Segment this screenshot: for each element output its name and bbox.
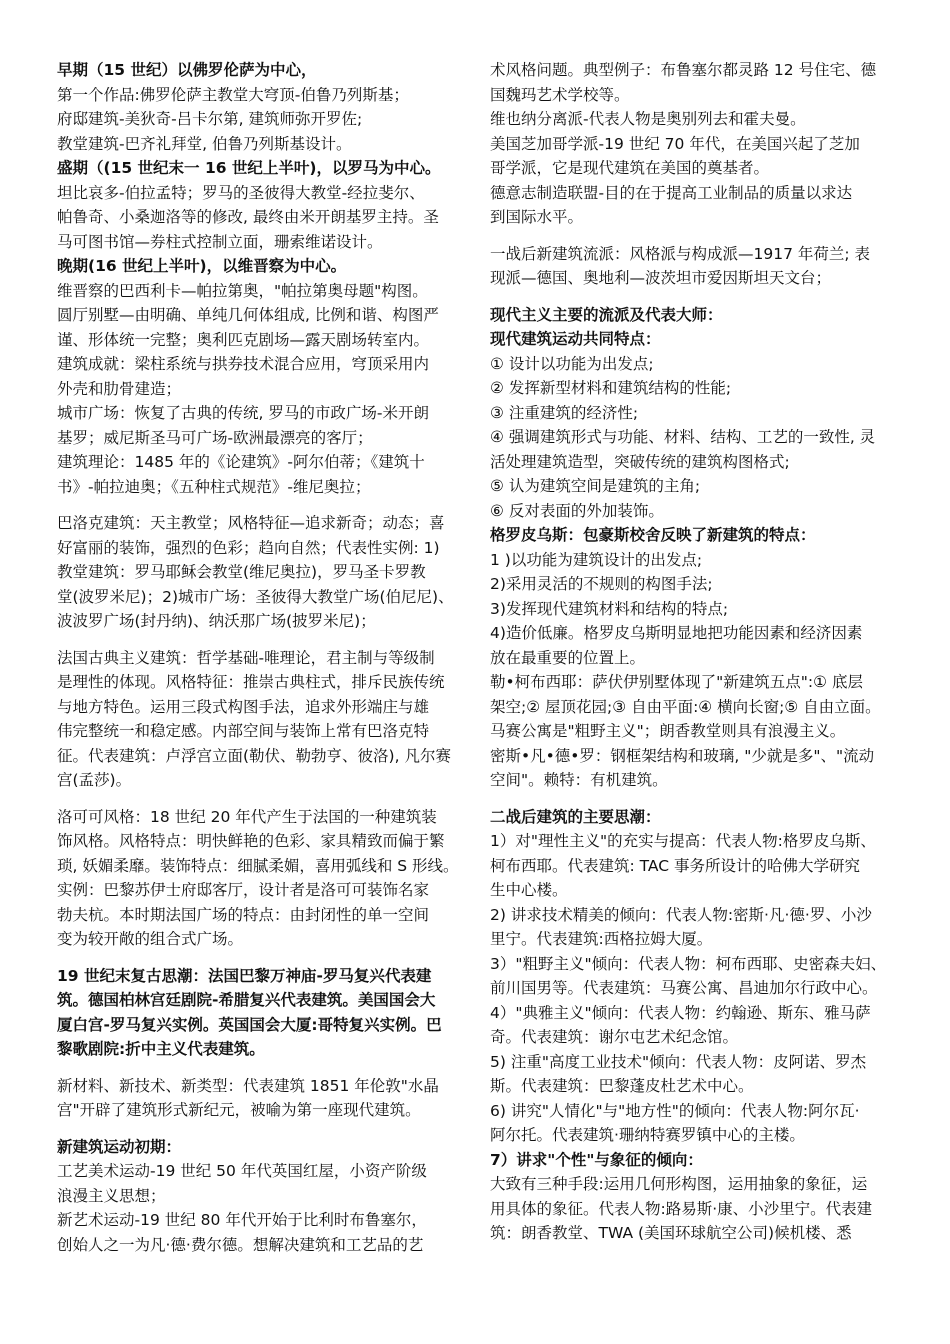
text-line: 筑：朗香教堂、TWA (美国环球航空公司)候机楼、悉 [490, 1224, 852, 1242]
new-architecture-early-paragraph [57, 1135, 467, 1258]
text-line: 圆厅别墅—由明确、单纯几何体组成, 比例和谐、构图严 [57, 306, 439, 324]
text-line: 密斯•凡•德•罗：钢框架结构和玻璃, "少就是多"、"流动 [490, 746, 875, 765]
text-line: 维也纳分离派-代表人物是奥别列去和霍夫曼。 [490, 110, 806, 128]
text-line: 饰风格。风格特点：明快鲜艳的色彩、家具精致而偏于繁 [57, 832, 445, 850]
text-line: 城市广场：恢复了古典的传统, 罗马的市政广场-米开朗 [57, 404, 429, 422]
text-line: 格罗皮乌斯：包豪斯校舍反映了新建筑的特点： [490, 526, 816, 544]
text-line: 维晋察的巴西利卡—帕拉第奥，"帕拉第奥母题"构图。 [57, 281, 428, 300]
text-line: 国魏玛艺术学校等。 [490, 85, 630, 104]
text-line: 变为较开敞的组合式广场。 [57, 930, 244, 948]
text-line: 阿尔托。代表建筑·珊纳特赛罗镇中心的主楼。 [490, 1126, 805, 1144]
text-line: 大致有三种手段:运用几何形构图，运用抽象的象征，运 [490, 1175, 868, 1193]
text-line: 1）对"理性主义"的充实与提高：代表人物:格罗皮乌斯、 [490, 832, 876, 850]
text-line: 创始人之一为凡·德·费尔德。想解决建筑和工艺品的艺 [57, 1235, 424, 1254]
text-line: ③ 注重建筑的经济性; [490, 403, 639, 422]
text-line: 术风格问题。典型例子：布鲁塞尔都灵路 12 号住宅、德 [490, 61, 877, 79]
text-line: 宫(孟莎)。 [57, 771, 132, 789]
text-line: 2)采用灵活的不规则的构图手法; [490, 575, 713, 593]
text-line: 新建筑运动初期： [57, 1137, 182, 1156]
text-line: ⑥ 反对表面的外加装饰。 [490, 501, 664, 520]
text-line: 建筑成就：梁柱系统与拱券技术混合应用，穹顶采用内 [57, 355, 430, 373]
text-line: 前川国男等。代表建筑：马赛公寓、昌迪加尔行政中心。 [490, 979, 878, 997]
text-line: 2) 讲求技术精美的倾向：代表人物:密斯·凡·德·罗、小沙 [490, 905, 872, 924]
text-line: 哥学派，它是现代建筑在美国的奠基者。 [490, 159, 770, 177]
text-line: 勒•柯布西耶：萨伏伊别墅体现了"新建筑五点":① 底层 [490, 673, 863, 691]
text-line: 现派—德国、奥地利—波茨坦市爱因斯坦天文台； [490, 269, 832, 287]
new-materials-paragraph [57, 1074, 467, 1123]
text-line: 活处理建筑造型，突破传统的建筑构图格式; [490, 452, 790, 471]
text-line: 是理性的体现。风格特征：推崇古典柱式，排斥民族传统 [57, 673, 445, 691]
text-line: 到国际水平。 [490, 208, 584, 226]
text-line: 现代建筑运动共同特点： [490, 330, 661, 348]
art-nouveau-continued-paragraph [490, 58, 900, 230]
text-line: 帕鲁奇、小桑迦洛等的修改, 最终由米开朗基罗主持。圣 [57, 208, 439, 226]
text-line: 用具体的象征。代表人物:路易斯·康、小沙里宁。代表建 [490, 1199, 873, 1218]
text-line: 谨、形体统一完整；奥利匹克剧场—露天剧场转室内。 [57, 330, 430, 349]
text-line: 法国古典主义建筑：哲学基础-唯理论，君主制与等级制 [57, 648, 435, 667]
text-line: 3)发挥现代建筑材料和结构的特点; [490, 599, 729, 618]
text-line: 伟完整统一和稳定感。内部空间与装饰上常有巴洛克特 [57, 722, 430, 740]
text-line: 教堂建筑-巴齐礼拜堂, 伯鲁乃列斯基设计。 [57, 134, 352, 153]
text-line: 德意志制造联盟-目的在于提高工业制品的质量以求达 [490, 183, 853, 202]
text-line: 巴洛克建筑：天主教堂；风格特征—追求新奇；动态；喜 [57, 514, 445, 532]
text-line: 工艺美术运动-19 世纪 50 年代英国红屋，小资产阶级 [57, 1162, 427, 1180]
text-line: 外壳和肋骨建造； [57, 379, 182, 398]
text-line: ② 发挥新型材料和建筑结构的性能; [490, 379, 732, 397]
text-line: 5) 注重"高度工业技术"倾向：代表人物：皮阿诺、罗杰 [490, 1052, 867, 1071]
text-line: 实例：巴黎苏伊士府邸客厅，设计者是洛可可装饰名家 [57, 881, 430, 899]
text-line: 好富丽的装饰，强烈的色彩；趋向自然；代表性实例: 1) [57, 538, 440, 557]
text-line: 新材料、新技术、新类型：代表建筑 1851 年伦敦"水晶 [57, 1076, 439, 1095]
french-classicism-paragraph [57, 646, 467, 793]
text-line: 7）讲求"个性"与象征的倾向： [490, 1150, 703, 1169]
text-line: ⑤ 认为建筑空间是建筑的主角; [490, 477, 701, 495]
text-line: 美国芝加哥学派-19 世纪 70 年代，在美国兴起了芝加 [490, 134, 860, 153]
text-line: 府邸建筑-美狄奇-吕卡尔第, 建筑师弥开罗佐; [57, 110, 363, 128]
text-line: 生中心楼。 [490, 881, 568, 899]
text-line: 建筑理论：1485 年的《论建筑》-阿尔伯蒂；《建筑十 [57, 453, 425, 471]
text-line: 筑。德国柏林宫廷剧院-希腊复兴代表建筑。美国国会大 [57, 991, 436, 1009]
post-ww2-paragraph [490, 805, 900, 1246]
text-line: 里宁。代表建筑:西格拉姆大厦。 [490, 930, 713, 948]
text-line: 浪漫主义思想； [57, 1186, 166, 1205]
baroque-paragraph [57, 511, 467, 634]
text-line: 晚期(16 世纪上半叶)，以维晋察为中心。 [57, 257, 347, 275]
revival-paragraph [57, 964, 467, 1062]
text-line: 柯布西耶。代表建筑: TAC 事务所设计的哈佛大学研究 [490, 856, 860, 875]
text-line: 教堂建筑：罗马耶稣会教堂(维尼奥拉)，罗马圣卡罗教 [57, 563, 426, 581]
text-line: 勃夫杭。本时期法国广场的特点：由封闭性的单一空间 [57, 905, 430, 924]
modernism-paragraph [490, 303, 900, 793]
text-line: 波波罗广场(封丹纳)、纳沃那广场(披罗米尼)； [57, 612, 376, 630]
rococo-paragraph [57, 805, 467, 952]
text-line: 一战后新建筑流派：风格派与构成派—1917 年荷兰; 表 [490, 244, 871, 263]
text-line: 宫"开辟了建筑形式新纪元，被喻为第一座现代建筑。 [57, 1101, 421, 1119]
renaissance-paragraph [57, 58, 467, 499]
text-line: 盛期（(15 世纪末一 16 世纪上半叶)，以罗马为中心。 [57, 159, 441, 177]
right-column [490, 58, 900, 1258]
text-line: 架空;② 屋顶花园;③ 自由平面:④ 横向长窗;⑤ 自由立面。 [490, 697, 881, 716]
text-line: 马赛公寓是"粗野主义"；朗香教堂则具有浪漫主义。 [490, 722, 846, 740]
text-line: 19 世纪末复古思潮：法国巴黎万神庙-罗马复兴代表建 [57, 966, 432, 985]
text-line: ④ 强调建筑形式与功能、材料、结构、工艺的一致性, 灵 [490, 428, 876, 446]
text-line: 马可图书馆—券柱式控制立面，珊索维诺设计。 [57, 232, 383, 251]
text-line: 第一个作品:佛罗伦萨主教堂大穹顶-伯鲁乃列斯基； [57, 85, 409, 104]
text-line: 6) 讲究"人情化"与"地方性"的倾向：代表人物:阿尔瓦· [490, 1101, 860, 1120]
text-line: 1 )以功能为建筑设计的出发点; [490, 550, 703, 569]
text-line: 奇。代表建筑：谢尔屯艺术纪念馆。 [490, 1028, 739, 1046]
text-line: 坦比哀多-伯拉孟特；罗马的圣彼得大教堂-经拉斐尔、 [57, 183, 425, 202]
text-line: 现代主义主要的流派及代表大师： [490, 305, 723, 324]
text-line: 琐, 妖媚柔靡。装饰特点：细腻柔媚，喜用弧线和 S 形线。 [57, 856, 459, 875]
text-line: 与地方特色。运用三段式构图手法，追求外形端庄与雄 [57, 697, 430, 716]
text-line: 二战后建筑的主要思潮： [490, 807, 661, 826]
text-line: 新艺术运动-19 世纪 80 年代开始于比利时布鲁塞尔， [57, 1211, 427, 1229]
text-line: 厦白宫-罗马复兴实例。英国国会大厦:哥特复兴实例。巴 [57, 1015, 442, 1034]
text-line: 洛可可风格：18 世纪 20 年代产生于法国的一种建筑装 [57, 807, 437, 826]
text-line: 斯。代表建筑：巴黎蓬皮杜艺术中心。 [490, 1077, 754, 1095]
text-line: 书》-帕拉迪奥；《五种柱式规范》-维尼奥拉； [57, 477, 371, 496]
text-line: 黎歌剧院:折中主义代表建筑。 [57, 1040, 265, 1058]
text-line: ① 设计以功能为出发点; [490, 354, 654, 373]
text-line: 基罗；威尼斯圣马可广场-欧洲最漂亮的客厅； [57, 428, 373, 447]
text-line: 放在最重要的位置上。 [490, 648, 646, 667]
left-column [57, 58, 467, 1269]
text-line: 堂(波罗米尼)；2)城市广场：圣彼得大教堂广场(伯尼尼)、 [57, 587, 454, 606]
text-line: 空间"。赖特：有机建筑。 [490, 771, 668, 789]
text-line: 4)造价低廉。格罗皮乌斯明显地把功能因素和经济因素 [490, 624, 863, 642]
post-ww1-paragraph [490, 242, 900, 291]
text-line: 征。代表建筑：卢浮宫立面(勒伏、勒勃亨、彼洛), 凡尔赛 [57, 746, 451, 765]
text-line: 3）"粗野主义"倾向：代表人物：柯布西耶、史密森夫妇、 [490, 954, 887, 973]
text-line: 早期（15 世纪）以佛罗伦萨为中心， [57, 61, 317, 79]
text-line: 4）"典雅主义"倾向：代表人物：约翰逊、斯东、雅马萨 [490, 1003, 871, 1022]
